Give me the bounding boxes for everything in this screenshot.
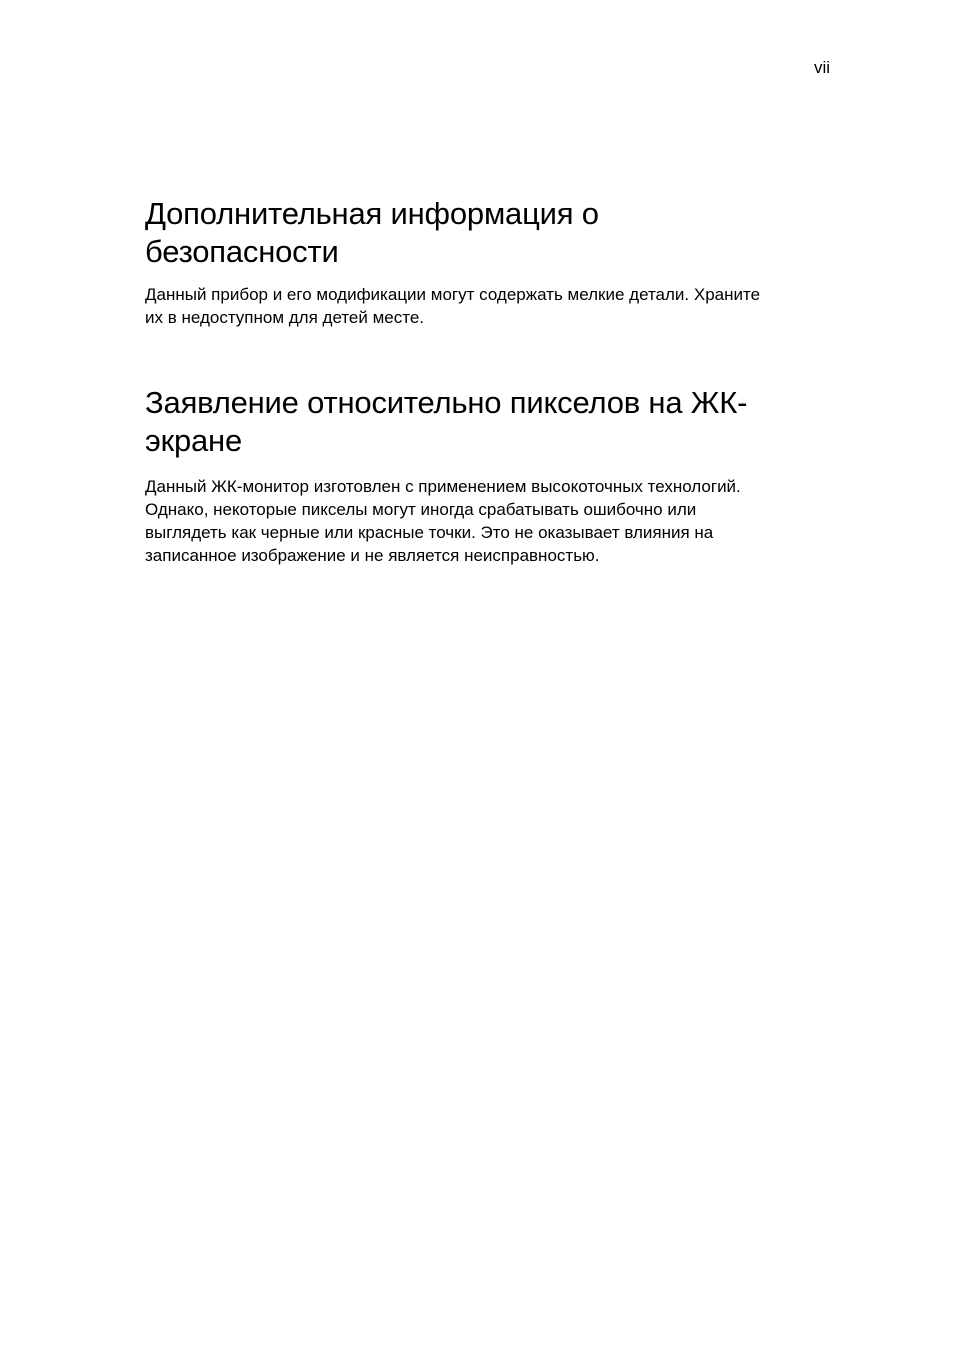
safety-info-section — [145, 195, 825, 329]
body-line: выглядеть как черные или красные точки. Это не оказывает влияния на — [145, 523, 714, 542]
body-line: их в недоступном для детей месте. — [145, 308, 425, 327]
body-line: записанное изображение и не является неисправностью. — [145, 546, 600, 565]
section-title-line: безопасности — [145, 234, 339, 269]
section-title-line: Дополнительная информация о — [145, 196, 599, 231]
section-body — [145, 475, 825, 567]
section-title — [145, 384, 825, 460]
body-line: Однако, некоторые пикселы могут иногда срабатывать ошибочно или — [145, 500, 697, 519]
section-title-line: экране — [145, 423, 243, 458]
page-number: vii — [813, 58, 830, 77]
section-title — [145, 195, 825, 271]
section-title-line: Заявление относительно пикселов на ЖК- — [145, 385, 748, 420]
body-line: Данный ЖК-монитор изготовлен с применением высокоточных технологий. — [145, 477, 741, 496]
section-body — [145, 283, 825, 329]
lcd-pixel-statement-section — [145, 384, 825, 567]
body-line: Данный прибор и его модификации могут содержать мелкие детали. Храните — [145, 285, 761, 304]
